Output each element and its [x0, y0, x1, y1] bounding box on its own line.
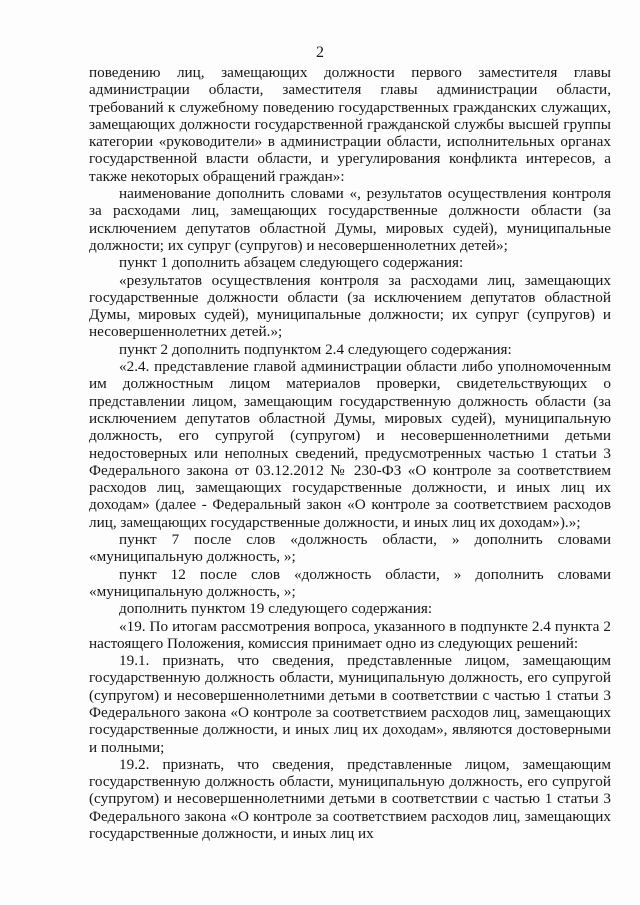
- page-number: 2: [316, 44, 324, 61]
- paragraph-point-1-intro: пункт 1 дополнить абзацем следующего содержания:: [119, 254, 464, 272]
- paragraph-point-19-intro: дополнить пунктом 19 следующего содержания:: [119, 600, 433, 618]
- paragraph-point-19: «19. По итогам рассмотрения вопроса, указанного в подпункте 2.4 пункта 2 настоящего Положения, комиссия принимает одно из следующих решений:: [89, 617, 611, 652]
- paragraph-title-amendment: наименование дополнить словами «, результатов осуществления контроля за расходами лиц, замещающих государственные должности области (за исключением депутатов областной Думы, мировых судей), муниципальные должности; их супруг (супругов) и несовершеннолетних детей»;: [89, 185, 611, 254]
- paragraph-point-2-intro: пункт 2 дополнить подпунктом 2.4 следующего содержания:: [119, 340, 512, 358]
- paragraph-point-12: пункт 12 после слов «должность области, » дополнить словами «муниципальную должность, »;: [89, 565, 611, 600]
- paragraph-point-19-2: 19.2. признать, что сведения, представленные лицом, замещающим государственную должность области, муниципальную должность, его супругой (супругом) и несовершеннолетними детьми в соответствии с частью 1 статьи 3 Федерального закона «О контроле за соответствием расходов лиц, замещающих государственные должности, и иных лиц их: [89, 755, 611, 843]
- document-body: [89, 64, 611, 842]
- paragraph-continuation: поведению лиц, замещающих должности первого заместителя главы администрации области, заместителя главы администрации области, требований к служебному поведению государственных гражданских служащих, замещающих должности государственной гражданской службы высшей группы категории «руководители» в администрации области, исполнительных органах государственной власти области, и урегулирования конфликта интересов, а также некоторых обращений граждан»:: [89, 64, 611, 185]
- paragraph-point-1-text: «результатов осуществления контроля за расходами лиц, замещающих государственные должности области (за исключением депутатов областной Думы, мировых судей), муниципальные должности; их супруг (супругов) и несовершеннолетних детей.»;: [89, 271, 611, 341]
- paragraph-point-19-1: 19.1. признать, что сведения, представленные лицом, замещающим государственную должность области, муниципальную должность, его супругой (супругом) и несовершеннолетними детьми в соответствии с частью 1 статьи 3 Федерального закона «О контроле за соответствием расходов лиц, замещающих государственные должности, и иных лиц их доходам», являются достоверными и полными;: [89, 652, 611, 756]
- paragraph-subpoint-2-4: «2.4. представление главой администрации области либо уполномоченным им должностным лицом материалов проверки, свидетельствующих о представлении лицом, замещающим государственную должность области (за исключением депутатов областной Думы, мировых судей), муниципальную должность, его супругой (супругом) и несовершеннолетними детьми недостоверных или неполных сведений, предусмотренных частью 1 статьи 3 Федерального закона от 03.12.2012 № 230-ФЗ «О контроле за соответствием расходов лиц, замещающих государственные должности, и иных лиц их доходам» (далее - Федеральный закон «О контроле за соответствием расходов лиц, замещающих государственные должности, и иных лиц их доходам»).»;: [89, 358, 611, 531]
- paragraph-point-7: пункт 7 после слов «должность области, » дополнить словами «муниципальную должность, »;: [89, 531, 611, 566]
